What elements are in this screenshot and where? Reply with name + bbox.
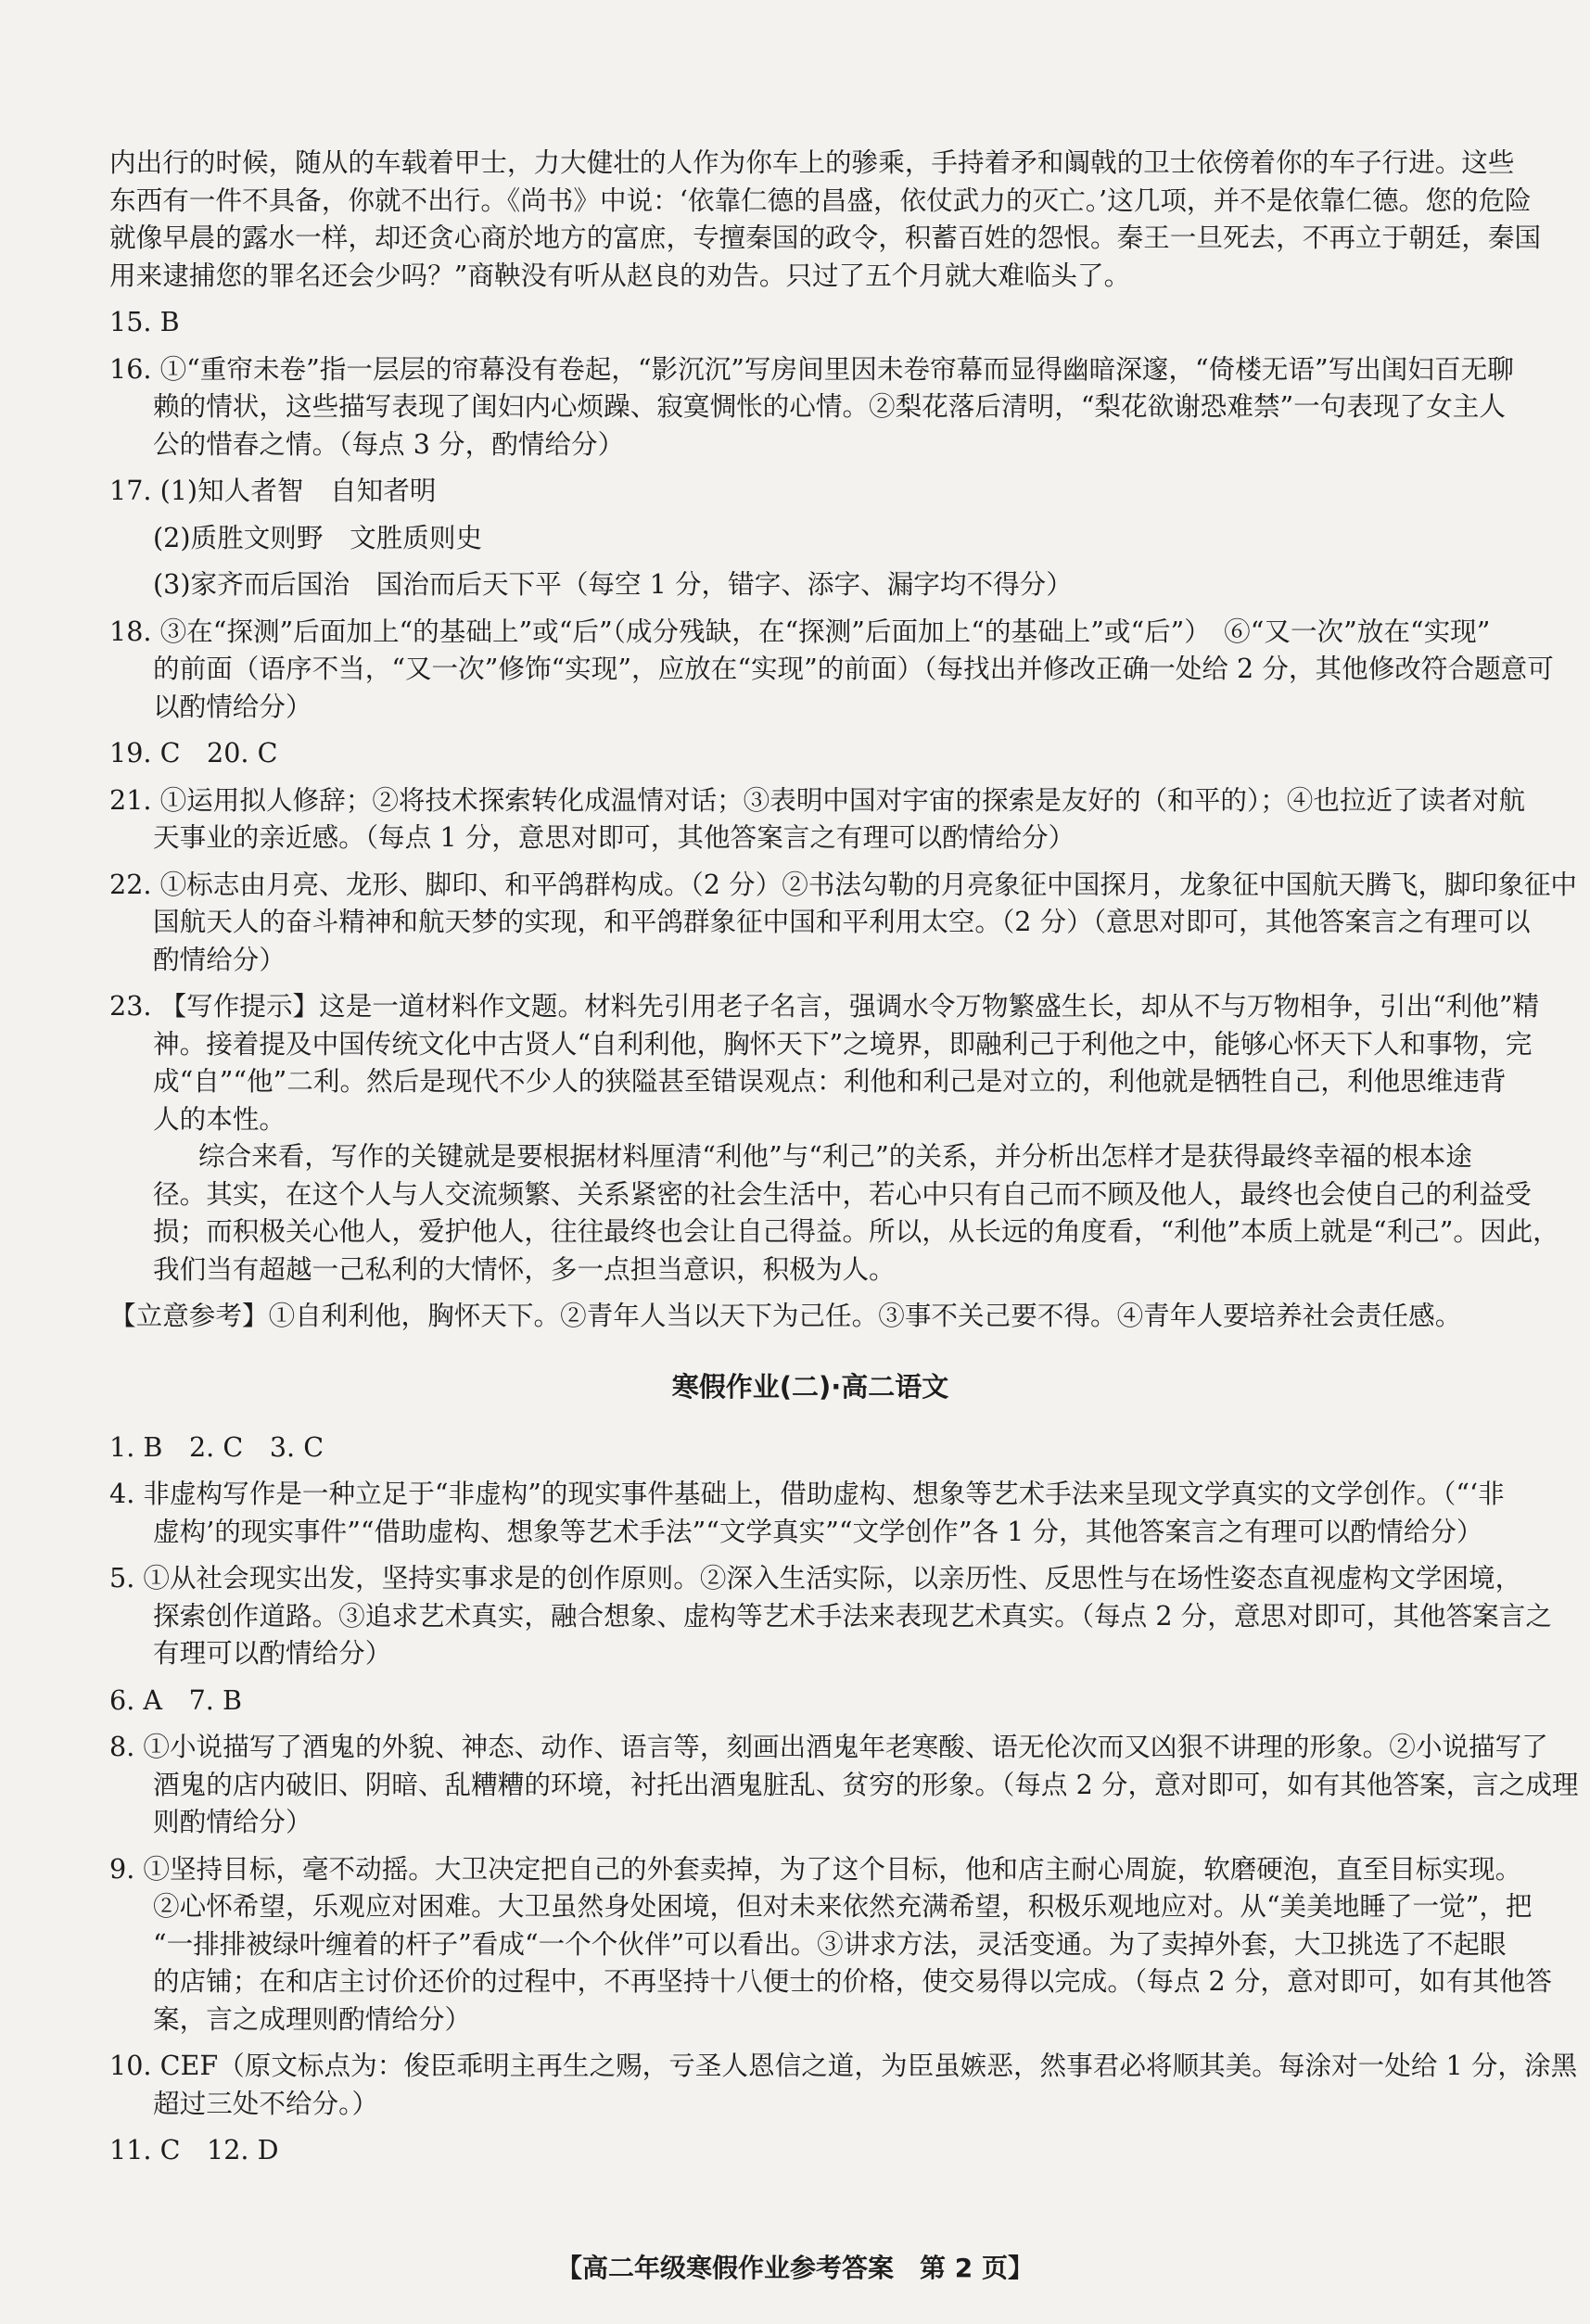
answer-item — [109, 1682, 1511, 1720]
answer-line: 9. ①坚持目标，毫不动摇。大卫决定把自己的外套卖掉，为了这个目标，他和店主耐心周旋，软磨硬泡，直至目标实现。 — [109, 1852, 1522, 1885]
answer-line: 22. ①标志由月亮、龙形、脚印、和平鸽群构成。（2 分）②书法勾勒的月亮象征中国探月，龙象征中国航天腾飞，脚印象征中 — [109, 868, 1578, 900]
answer-line: 4. 非虚构写作是一种立足于“非虚构”的现实事件基础上，借助虚构、想象等艺术手法来呈现文学真实的文学创作。（“‘非 — [109, 1478, 1505, 1509]
intro-line: 就像早晨的露水一样，却还贪心商於地方的富庶，专擅秦国的政令，积蓄百姓的怨恨。秦王一旦死去，不再立于朝廷，秦国 — [109, 222, 1542, 253]
answers-section-one — [109, 303, 1578, 1335]
answer-item — [109, 565, 1511, 603]
answer-line: 综合来看，写作的关键就是要根据材料厘清“利他”与“利己”的关系，并分析出怎样才是获得最终幸福的根本途 — [198, 1140, 1472, 1172]
answer-item — [109, 2131, 1511, 2169]
answer-line: “一排排被绿叶缠着的杆子”看成“一个个伙伴”可以看出。③讲求方法，灵活变通。为了卖掉外套，大卫挑选了不起眼 — [153, 1927, 1507, 1960]
answer-line: 径。其实，在这个人与人交流频繁、关系紧密的社会生活中，若心中只有自己而不顾及他人，最终也会使自己的利益受 — [153, 1177, 1532, 1210]
answer-line: 探索创作道路。③追求艺术真实，融合想象、虚构等艺术手法来表现艺术真实。（每点 2 分，意思对即可，其他答案言之 — [153, 1599, 1552, 1632]
answer-line: 15. B — [109, 306, 180, 337]
answer-line: 1. B 2. C 3. C — [109, 1430, 324, 1463]
answer-line: 的店铺；在和店主讨价还价的过程中，不再坚持十八便士的价格，使交易得以完成。（每点 2 分，意对即可，如有其他答 — [153, 1965, 1552, 1997]
answer-item — [109, 734, 1511, 772]
answer-line: 10. CEF（原文标点为：俊臣乖明主再生之赐，亏圣人恩信之道，为臣虽嫉恶，然事君必将顺其美。每涂对一处给 1 分，涂黑 — [109, 2050, 1578, 2081]
answer-line: 8. ①小说描写了酒鬼的外貌、神态、动作、语言等，刻画出酒鬼年老寒酸、语无伦次而又凶狠不讲理的形象。②小说描写了 — [109, 1731, 1548, 1762]
intro-line: 东西有一件不具备，你就不出行。《尚书》中说：‘依靠仁德的昌盛，依仗武力的灭亡。’这几项，并不是依靠仁德。您的危险 — [109, 184, 1532, 216]
answer-line: 成“自”“他”二利。然后是现代不少人的狭隘甚至错误观点：利他和利己是对立的，利他就是牺牲自己，利他思维违背 — [153, 1065, 1507, 1097]
answer-item — [109, 987, 1540, 1137]
answer-line: ②心怀希望，乐观应对困难。大卫虽然身处困境，但对未来依然充满希望，积极乐观地应对。从“美美地睡了一觉”，把 — [153, 1890, 1533, 1922]
answer-item — [109, 866, 1578, 979]
answer-line: 我们当有超越一己私利的大情怀，多一点担当意识，积极为人。 — [153, 1252, 896, 1285]
answer-line: 17. (1)知人者智 自知者明 — [109, 475, 437, 506]
answer-line: 案，言之成理则酌情给分） — [153, 2002, 472, 2035]
answer-line: 6. A 7. B — [109, 1683, 242, 1716]
answer-line: 11. C 12. D — [109, 2134, 279, 2165]
answer-item — [109, 1137, 1559, 1288]
answer-line: 以酌情给分） — [153, 690, 312, 722]
answer-line: 的前面（语序不当，“又一次”修饰“实现”，应放在“实现”的前面）（每找出并修改正确一处给 2 分，其他修改符合题意可 — [153, 653, 1554, 684]
answer-item — [109, 2047, 1578, 2122]
section-title: 寒假作业(二)·高二语文 — [671, 1370, 949, 1403]
answer-line: (3)家齐而后国治 国治而后天下平（每空 1 分，错字、添字、漏字均不得分） — [153, 568, 1073, 600]
answer-item — [109, 303, 1511, 341]
answer-line: 人的本性。 — [153, 1102, 286, 1135]
intro-line: 内出行的时候，随从的车载着甲士，力大健壮的人作为你车上的骖乘，手持着矛和阘戟的卫士依傍着你的车子行进。这些 — [109, 146, 1515, 178]
answer-item — [109, 350, 1514, 464]
answer-line: 则酌情给分） — [153, 1806, 312, 1837]
answer-item — [109, 1297, 1511, 1335]
answer-item — [109, 519, 1511, 557]
answer-line: 超过三处不给分。） — [153, 2087, 379, 2119]
answers-section-two — [109, 1429, 1579, 2169]
answer-line: 16. ①“重帘未卷”指一层层的帘幕没有卷起，“影沉沉”写房间里因未卷帘幕而显得幽暗深邃，“倚楼无语”写出闺妇百无聊 — [109, 352, 1514, 385]
answer-item — [109, 613, 1554, 726]
answer-line: 有理可以酌情给分） — [153, 1637, 392, 1669]
answer-line: (2)质胜文则野 文胜质则史 — [153, 521, 483, 553]
answer-line: 酒鬼的店内破旧、阴暗、乱糟糟的环境，衬托出酒鬼脏乱、贫穷的形象。（每点 2 分，意对即可，如有其他答案，言之成理 — [153, 1768, 1579, 1800]
intro-line: 用来逮捕您的罪名还会少吗？”商鞅没有听从赵良的劝告。只过了五个月就大难临头了。 — [109, 259, 1131, 291]
answer-line: 5. ①从社会现实出发，坚持实事求是的创作原则。②深入生活实际，以亲历性、反思性与在场性姿态直视虚构文学困境， — [109, 1562, 1522, 1594]
answer-item — [109, 1429, 1511, 1467]
answer-line: 酌情给分） — [153, 943, 286, 975]
answer-line: 18. ③在“探测”后面加上“的基础上”或“后”（成分残缺，在“探测”后面加上“的基础上”或“后”） ⑥“又一次”放在“实现” — [109, 615, 1491, 647]
answer-item — [109, 472, 1511, 510]
answer-line: 19. C 20. C — [109, 737, 278, 768]
answer-line: 损；而积极关心他人，爱护他人，往往最终也会让自己得益。所以，从长远的角度看，“利他”本质上就是“利己”。因此， — [153, 1215, 1559, 1247]
answer-line: 23. 【写作提示】这是一道材料作文题。材料先引用老子名言，强调水令万物繁盛生长，却从不与万物相争，引出“利他”精 — [109, 990, 1540, 1022]
answer-item — [109, 1475, 1511, 1550]
answer-item — [109, 1850, 1552, 2038]
answer-line: 21. ①运用拟人修辞；②将技术探索转化成温情对话；③表明中国对宇宙的探索是友好的（和平的）；④也拉近了读者对航 — [109, 783, 1526, 816]
answer-line: 赖的情状，这些描写表现了闺妇内心烦躁、寂寞惆怅的心情。②梨花落后清明，“梨花欲谢恐难禁”一句表现了女主人 — [153, 390, 1506, 422]
answer-line: 天事业的亲近感。（每点 1 分，意思对即可，其他答案言之有理可以酌情给分） — [153, 821, 1075, 853]
answer-line: 虚构’的现实事件”“借助虚构、想象等艺术手法”“文学真实”“文学创作”各 1 分，其他答案言之有理可以酌情给分） — [153, 1515, 1483, 1547]
page-footer: 【高二年级寒假作业参考答案 第 2 页】 — [556, 2253, 1034, 2283]
answer-item — [109, 1728, 1579, 1841]
answer-line: 神。接着提及中国传统文化中古贤人“自利利他，胸怀天下”之境界，即融利己于利他之中，能够心怀天下人和事物，完 — [153, 1027, 1533, 1060]
answer-line: 公的惜春之情。（每点 3 分，酌情给分） — [153, 427, 625, 460]
answer-line: 国航天人的奋斗精神和航天梦的实现，和平鸽群象征中国和平利用太空。（2 分）（意思对即可，其他答案言之有理可以 — [153, 906, 1531, 937]
answer-item — [109, 1559, 1552, 1672]
answer-item — [109, 781, 1526, 857]
answer-line: 【立意参考】①自利利他，胸怀天下。②青年人当以天下为己任。③事不关己要不得。④青年人要培养社会责任感。 — [109, 1300, 1462, 1331]
intro-paragraph — [109, 144, 1542, 294]
